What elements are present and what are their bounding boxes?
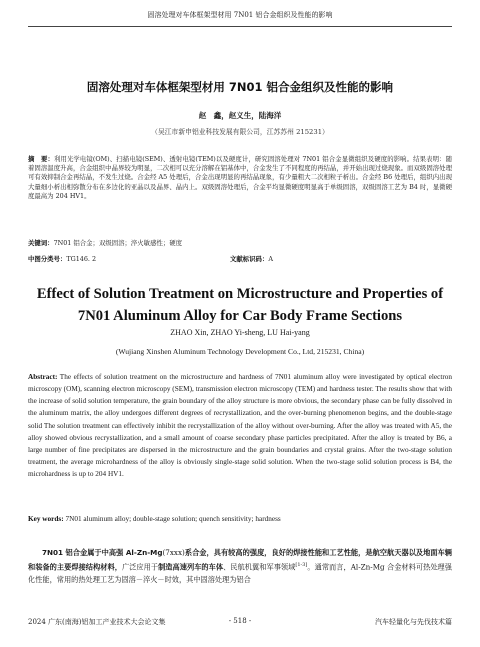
english-keywords [28, 513, 452, 525]
intro-bold-end: 制造高速列车的车体 [158, 562, 224, 572]
chinese-keywords-label: 关键词： [28, 239, 54, 247]
document-code-value: A [268, 255, 273, 263]
chinese-abstract [28, 155, 452, 201]
intro-bold-lead: 7N01 铝合金属于中高强 Al-Zn-Mg [42, 548, 163, 557]
intro-bold-mid: 系合金，具有较高的强度，良好的焊接性能和工艺性能，是航空航天器以及地面车辆和装备的主要焊接结构材料， [28, 548, 452, 572]
english-abstract-text: The effects of solution treatment on the microstructure and hardness of 7N01 aluminum alloy were investigated by optical electron microscopy (OM), scanning electron microscopy (SEM), transmission electron microscopy (TEM) and hardness tester. The results show that with the increase of solid solution temperature, the grain boundary of the alloy structure is more obvious, the secondary phase can be fully dissolved in the aluminum matrix, the alloy undergoes different degrees of recrystallization, and the over-burning phenomenon begins, and the double-stage solid The solution treatment can effectively inhibit the recrystallization of the alloy without over-burning. After the alloy was treated with A5, the alloy showed obvious recrystallization, and a small amount of coarse secondary phase particles precipitated. After the alloy is treated by B6, a large number of fine precipitates are dispersed in the microstructure and the grain boundaries and crystal grains. After the two-stage solution treatment, the average microhardness of the alloy is obviously single-stage solid solution. When the two-stage solid solution process is B4, the microhardness is up to 204 HV1. [28, 373, 452, 479]
running-head: 固溶处理对车体框架型材用 7N01 铝合金组织及性能的影响 [147, 11, 333, 19]
english-affiliation: (Wujiang Xinshen Aluminum Technology Development Co., Ltd, 215231, China) [115, 347, 365, 356]
chinese-title: 固溶处理对车体框架型材用 7N01 铝合金组织及性能的影响 [86, 80, 394, 94]
chinese-abstract-label: 摘 要： [28, 155, 54, 163]
chinese-affiliation: （吴江市新申铝业科技发展有限公司，江苏苏州 215231） [151, 128, 329, 136]
clc-label: 中图分类号： [28, 255, 67, 263]
intro-tail: 、民航机翼和军事领域 [223, 562, 296, 572]
page-number: - 518 - [228, 617, 252, 625]
intro-mid: 广泛应用于 [121, 562, 159, 572]
english-title: Effect of Solution Treatment on Microstructure and Properties of 7N01 Aluminum Alloy for Car Body Frame Sections [36, 286, 444, 324]
footer-section: 汽车轻量化与先伐技术篇 [375, 618, 452, 626]
footer-proceedings: 2024 广东(南海)铝加工产业技术大会论文集 [28, 618, 166, 626]
intro-tail-2: 。通常而言，Al-Zn-Mg 合金材料可热处理强化性能，常用的热处理工艺为固溶－淬火－时效，其中固溶处理为铝合 [28, 562, 452, 585]
header-rule [28, 26, 452, 27]
english-abstract [28, 371, 452, 480]
chinese-keywords [28, 239, 452, 248]
english-abstract-label: Abstract: [28, 373, 58, 381]
document-code-label: 文献标识码： [230, 255, 269, 263]
classification-line [28, 255, 452, 264]
document-code [230, 255, 273, 264]
intro-citation: [1-3] [295, 562, 308, 568]
english-keywords-label: Key words: [28, 515, 64, 523]
chinese-authors: 赵 鑫，赵义生，陆海洋 [198, 111, 282, 120]
introduction-paragraph [28, 546, 452, 586]
clc-value: TG146. 2 [66, 255, 97, 263]
chinese-keywords-text: 7N01 铝合金；双级固溶；淬火敏感性；硬度 [53, 239, 183, 247]
intro-series: (7xxx) [162, 548, 185, 557]
english-keywords-text: 7N01 aluminum alloy; double-stage solution; quench sensitivity; hardness [65, 515, 281, 523]
chinese-abstract-text: 利用光学电镜(OM)、扫描电镜(SEM)、透射电镜(TEM)以及硬度计，研究固溶处理对 7N01 铝合金显微组织及硬度的影响。结果表明：随着固溶温度升高，合金组织中晶界较为明显，二次相可以充分溶解在铝基体中，合金发生了不同程度的再结晶，并开始出现过烧现象。而双级固溶处理可有效抑制合金再结晶，不发生过烧。合金经 A5 处理后，合金出现明显的再结晶现象，有少量粗大二次相粒子析出。合金经 B6 处理后，组织内出现大量细小析出相弥散分布在多边化的亚晶以及晶界、晶内上。双级固溶处理后，合金平均显微硬度明显高于单级固溶，双级固溶工艺为 B4 时，显微硬度最高为 204 HV1。 [28, 155, 453, 200]
english-authors: ZHAO Xin, ZHAO Yi-sheng, LU Hai-yang [170, 328, 310, 337]
page-footer [28, 617, 452, 629]
